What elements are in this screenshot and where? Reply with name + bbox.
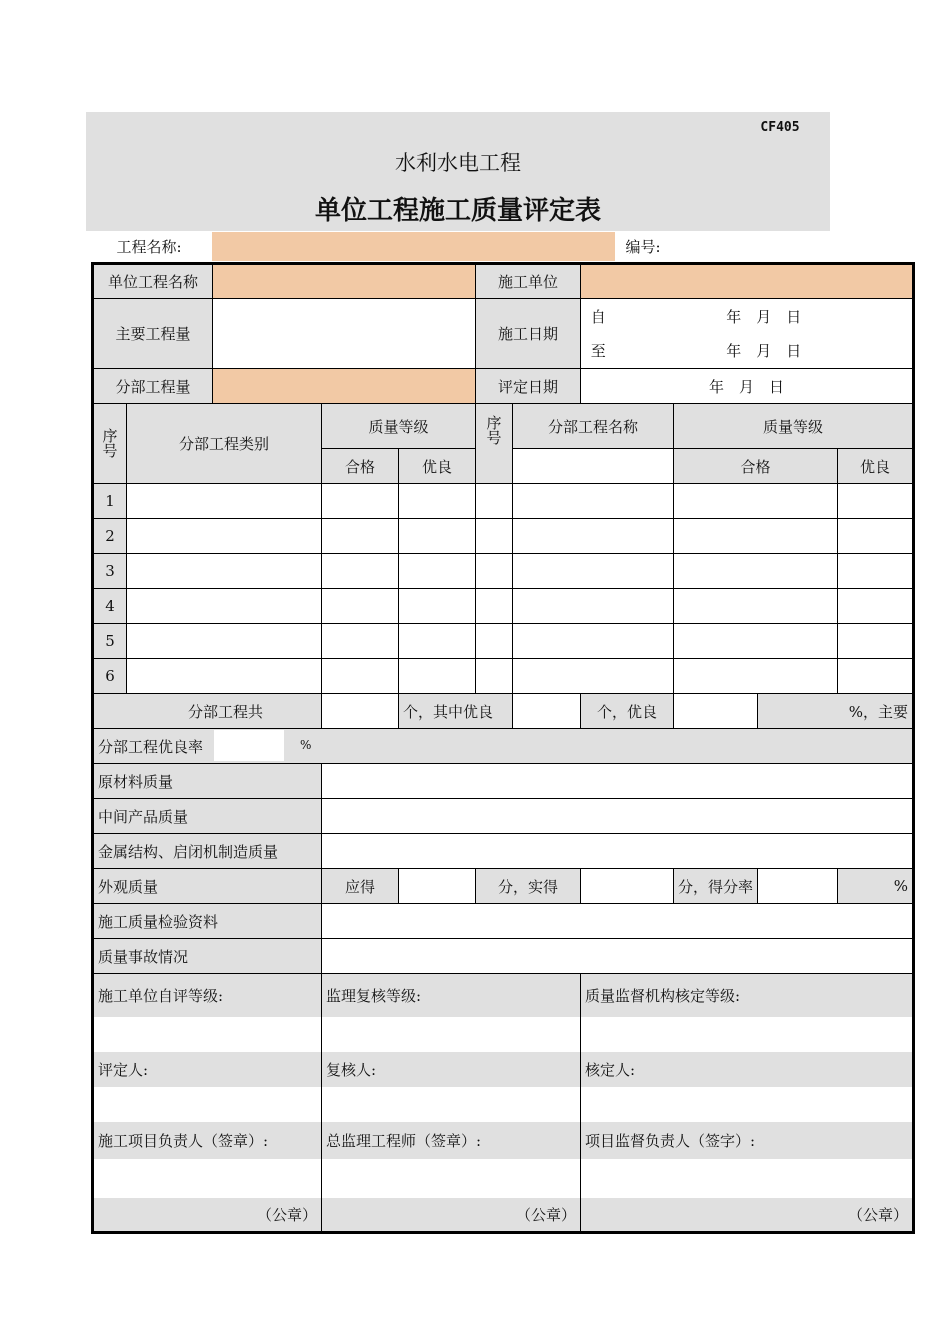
evaluator-field[interactable] [93,1087,322,1122]
seq-header-right: 序 号 [476,404,513,484]
category-cell[interactable] [127,484,322,519]
should-get-label: 应得 [322,869,399,904]
score-rate-field[interactable] [758,869,838,904]
row-number: 1 [93,484,127,519]
excellent-header-left: 优良 [399,449,476,484]
row-number: 4 [93,589,127,624]
intermediate-label: 中间产品质量 [93,799,322,834]
reviewer-label: 复核人: [322,1052,581,1087]
inspection-data-field[interactable] [322,904,914,939]
category-header: 分部工程类别 [127,404,322,484]
pass-cell[interactable] [674,589,838,624]
table-row [93,519,914,554]
row-number: 5 [93,624,127,659]
excellent-cell[interactable] [399,519,476,554]
sub-name-cell[interactable] [513,624,674,659]
actual-get-field[interactable] [581,869,674,904]
pass-cell[interactable] [674,484,838,519]
end-date-field[interactable]: 年 月 日 [616,334,914,369]
seq-cell[interactable] [476,519,513,554]
excellent-cell[interactable] [399,554,476,589]
sub-name-cell[interactable] [513,589,674,624]
verifier-label: 核定人: [581,1052,914,1087]
summary-total-label: 分部工程共 [93,694,322,729]
quality-grade-header-right: 质量等级 [674,404,914,449]
excellent-cell[interactable] [399,624,476,659]
metal-structure-field[interactable] [322,834,914,869]
pass-cell[interactable] [674,554,838,589]
appearance-label: 外观质量 [93,869,322,904]
excellent-cell[interactable] [838,554,914,589]
project-name-field[interactable] [212,232,615,261]
excellent-header-right: 优良 [838,449,914,484]
construction-date-label: 施工日期 [476,299,581,369]
summary-excellent-rate[interactable] [674,694,758,729]
seq-cell[interactable] [476,554,513,589]
verifier-field[interactable] [581,1087,914,1122]
self-grade-field[interactable] [93,1017,322,1052]
inspection-data-label: 施工质量检验资料 [93,904,322,939]
to-label: 至 [581,334,616,369]
excellent-cell[interactable] [838,624,914,659]
summary-main-label: %，主要 [758,694,914,729]
sub-name-cell[interactable] [513,519,674,554]
sub-name-header: 分部工程名称 [513,404,674,449]
pass-header-left: 合格 [322,449,399,484]
pass-cell[interactable] [674,624,838,659]
form-subtitle: 水利水电工程 [395,151,521,175]
seq-cell[interactable] [476,484,513,519]
pass-cell[interactable] [322,659,399,694]
sub-name-blank[interactable] [513,449,674,484]
raw-material-label: 原材料质量 [93,764,322,799]
excellent-cell[interactable] [399,659,476,694]
sub-name-cell[interactable] [513,659,674,694]
project-manager-label: 施工项目负责人（签章）: [93,1122,322,1159]
evaluation-date-field[interactable]: 年 月 日 [581,369,914,404]
category-cell[interactable] [127,519,322,554]
seq-cell[interactable] [476,659,513,694]
score-rate-label: 分，得分率 [674,869,758,904]
actual-get-label: 分，实得 [476,869,581,904]
form-code: CF405 [760,120,800,135]
constructor-field[interactable] [581,264,914,299]
unit-name-field[interactable] [213,264,476,299]
intermediate-field[interactable] [322,799,914,834]
from-label: 自 [581,299,616,334]
reviewer-field[interactable] [322,1087,581,1122]
summary-of-which-label: 个，其中优良 [399,694,513,729]
metal-structure-label: 金属结构、启闭机制造质量 [93,834,322,869]
sub-name-cell[interactable] [513,554,674,589]
summary-total-count[interactable] [322,694,399,729]
score-rate-percent: % [838,869,914,904]
evaluation-date-label: 评定日期 [476,369,581,404]
summary-rate-label: 分部工程优良率 [98,737,204,756]
excellent-cell[interactable] [838,484,914,519]
project-name-label: 工程名称: [116,238,182,256]
category-cell[interactable] [127,589,322,624]
table-row [93,624,914,659]
excellent-cell[interactable] [399,589,476,624]
number-label: 编号: [625,238,661,256]
category-cell[interactable] [127,554,322,589]
excellent-cell[interactable] [838,659,914,694]
form-title: 单位工程施工质量评定表 [314,196,601,226]
supervisor-head-signature[interactable] [581,1159,914,1198]
agency-seal: （公章） [581,1198,914,1233]
constructor-seal: （公章） [93,1198,322,1233]
agency-grade-field[interactable] [581,1017,914,1052]
raw-material-field[interactable] [322,764,914,799]
pass-cell[interactable] [674,519,838,554]
chief-engineer-label: 总监理工程师（签章）: [322,1122,581,1159]
supervision-grade-label: 监理复核等级: [322,974,581,1017]
pass-cell[interactable] [322,554,399,589]
quality-grade-header-left: 质量等级 [322,404,476,449]
self-grade-label: 施工单位自评等级: [93,974,322,1017]
table-row [93,484,914,519]
project-manager-signature[interactable] [93,1159,322,1198]
summary-rate-percent: % [300,738,312,752]
seq-header-left: 序 号 [93,404,127,484]
start-date-field[interactable]: 年 月 日 [616,299,914,334]
evaluation-form-table [91,262,915,1234]
accident-label: 质量事故情况 [93,939,322,974]
row-number: 2 [93,519,127,554]
seq-cell[interactable] [476,589,513,624]
sub-quantity-label: 分部工程量 [93,369,213,404]
table-row [93,659,914,694]
pass-cell[interactable] [322,484,399,519]
supervisor-head-label: 项目监督负责人（签字）: [581,1122,914,1159]
seq-cell[interactable] [476,624,513,659]
summary-excellent-label: 个，优良 [581,694,674,729]
excellent-cell[interactable] [838,589,914,624]
main-quantity-label: 主要工程量 [93,299,213,369]
row-number: 6 [93,659,127,694]
unit-name-label: 单位工程名称 [93,264,213,299]
agency-grade-label: 质量监督机构核定等级: [581,974,914,1017]
supervision-seal: （公章） [322,1198,581,1233]
pass-header-right: 合格 [674,449,838,484]
category-cell[interactable] [127,624,322,659]
accident-field[interactable] [322,939,914,974]
chief-engineer-signature[interactable] [322,1159,581,1198]
summary-excellent-count[interactable] [513,694,581,729]
pass-cell[interactable] [322,624,399,659]
summary-rate-field[interactable] [214,730,284,761]
row-number: 3 [93,554,127,589]
evaluator-label: 评定人: [93,1052,322,1087]
summary-rate-row [93,729,914,764]
table-row [93,554,914,589]
excellent-cell[interactable] [838,519,914,554]
pass-cell[interactable] [322,589,399,624]
table-row [93,589,914,624]
supervision-grade-field[interactable] [322,1017,581,1052]
pass-cell[interactable] [322,519,399,554]
sub-quantity-field[interactable] [213,369,476,404]
sub-name-cell[interactable] [513,484,674,519]
should-get-field[interactable] [399,869,476,904]
pass-cell[interactable] [674,659,838,694]
main-quantity-field[interactable] [213,299,476,369]
constructor-label: 施工单位 [476,264,581,299]
excellent-cell[interactable] [399,484,476,519]
category-cell[interactable] [127,659,322,694]
